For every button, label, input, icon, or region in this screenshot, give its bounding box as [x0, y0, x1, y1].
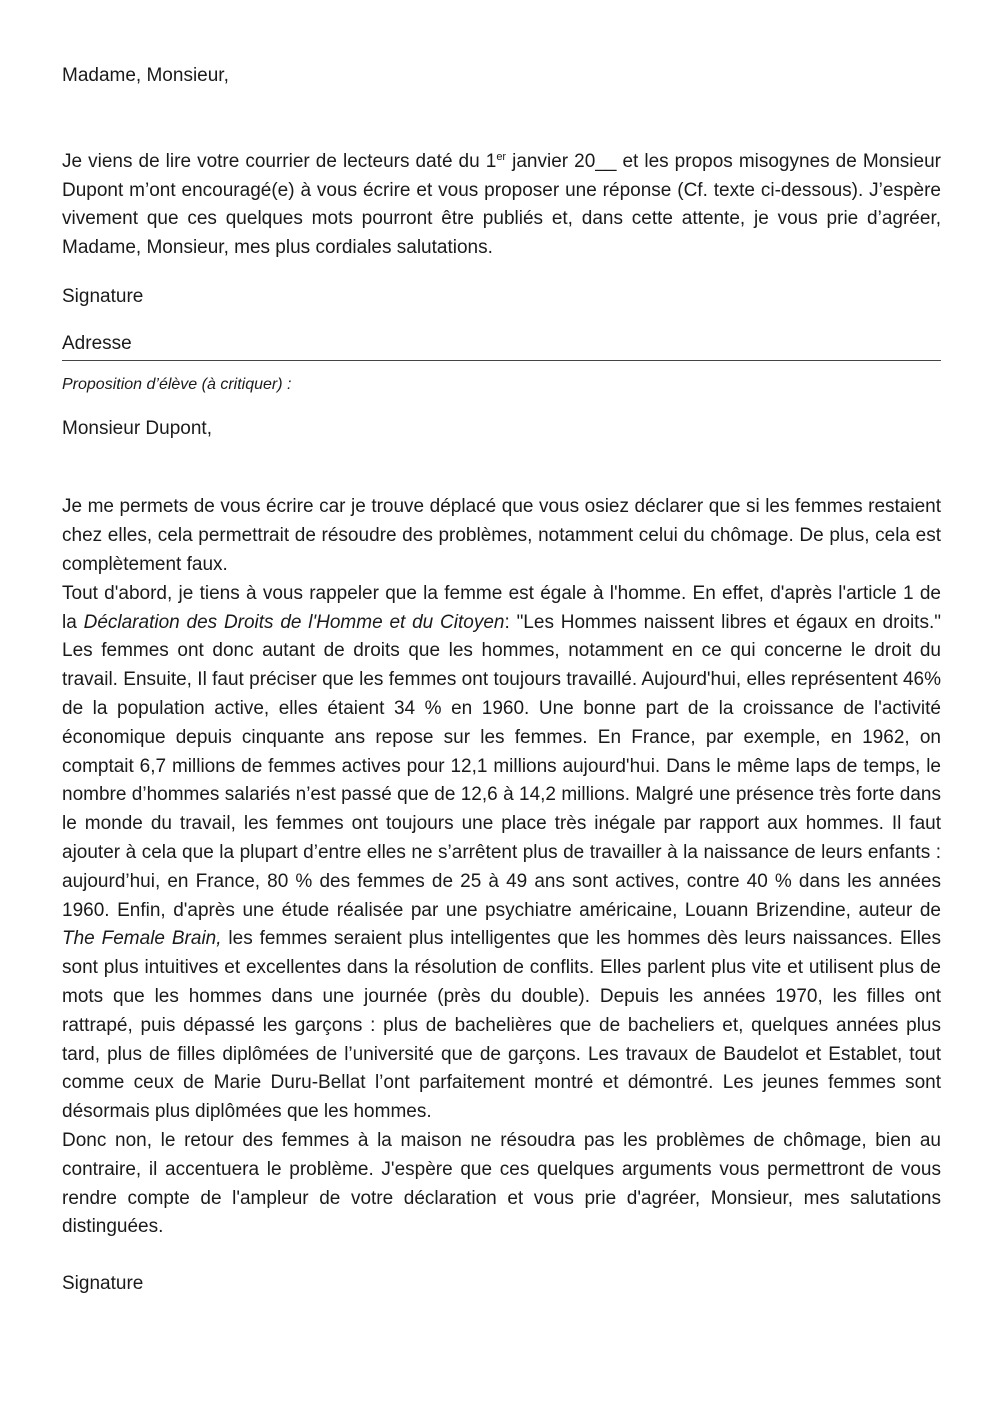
- proposal-paragraph-2-c: les femmes seraient plus intelligentes que les hommes dès leurs naissances. Elles sont plus intuitives et excellentes dans la résolution de conflits. Elles parlent plus vite et utilisent plus de mots que les hommes dans une journée (près du double). Depuis les années 1970, les filles ont rattrapé, puis dépassé les garçons : plus de bachelières que de bacheliers et, quelques années plus tard, plus de filles diplômées de l’université que de garçons. Les travaux de Baudelot et Establet, tout comme ceux de Marie Duru-Bellat l’ont parfaitement montré et démontré. Les jeunes femmes sont désormais plus diplômées que les hommes.: [62, 928, 941, 1123]
- proposal-paragraph-3: Donc non, le retour des femmes à la maison ne résoudra pas les problèmes de chômage, bien au contraire, il accentuera le problème. J'espère que ces quelques arguments vous permettront de vous rendre compte de l'ampleur de votre déclaration et vous prie d'agréer, Monsieur, mes salutations distinguées.: [62, 1129, 941, 1238]
- separator-line: [62, 360, 941, 361]
- declaration-title: Déclaration des Droits de l'Homme et du Citoyen: [83, 611, 505, 633]
- proposal-label: Proposition d’élève (à critiquer) :: [62, 375, 292, 393]
- cover-signature: Signature: [62, 285, 144, 307]
- proposal-paragraph-2-b: : "Les Hommes naissent libres et égaux en droits." Les femmes ont donc autant de droits que les hommes, notamment en ce qui concerne le droit du travail. Ensuite, Il faut préciser que les femmes ont toujours travaillé. Aujourd'hui, elles représentent 46% de la population active, elles étaient 34 % en 1960. Une bonne part de la croissance de l'activité économique depuis cinquante ans repose sur les femmes. En France, par exemple, en 1962, on comptait 6,7 millions de femmes actives pour 12,1 millions aujourd'hui. Dans le même laps de temps, le nombre d’hommes salariés n’est passé que de 12,6 à 14,2 millions. Malgré une présence très forte dans le monde du travail, les femmes ont toujours une place très inégale par rapport aux hommes. Il faut ajouter à cela que la plupart d’entre elles ne s’arrêtent plus de travailler à la naissance de leurs enfants : aujourd’hui, en France, 80 % des femmes de 25 à 49 ans sont actives, contre 40 % dans les années 1960. Enfin, d'après une étude réalisée par une psychiatre américaine, Louann Brizendine, auteur de: [62, 611, 941, 921]
- cover-body: [62, 148, 941, 263]
- proposal-paragraph-2-a: Tout d'abord, je tiens à vous rappeler que la femme est égale à l'homme. En effet, d'après l'article 1 de la: [62, 582, 941, 633]
- book-title: The Female Brain,: [62, 928, 222, 950]
- proposal-paragraph-2: [62, 580, 941, 1127]
- cover-body-superscript: er: [496, 150, 507, 163]
- proposal-signature: Signature: [62, 1273, 144, 1295]
- cover-salutation: Madame, Monsieur,: [62, 65, 229, 86]
- cover-body-part2: janvier 20__ et les propos misogynes de Monsieur Dupont m’ont encouragé(e) à vous écrire et vous proposer une réponse (Cf. texte ci-dessous). J’espère vivement que ces quelques mots pourront être publiés et, dans cette attente, je vous prie d’agréer, Madame, Monsieur, mes plus cordiales salutations.: [62, 150, 941, 259]
- cover-address: Adresse: [62, 332, 132, 354]
- proposal-salutation: Monsieur Dupont,: [62, 417, 212, 439]
- cover-body-part1: Je viens de lire votre courrier de lecteurs daté du 1: [62, 150, 497, 172]
- spacer: [62, 443, 941, 493]
- proposal-paragraph-1: Je me permets de vous écrire car je trouve déplacé que vous osiez déclarer que si les femmes restaient chez elles, cela permettrait de résoudre des problèmes, notamment celui du chômage. De plus, cela est complètement faux.: [62, 496, 941, 575]
- letter-page: [62, 62, 941, 1299]
- spacer: [62, 91, 941, 148]
